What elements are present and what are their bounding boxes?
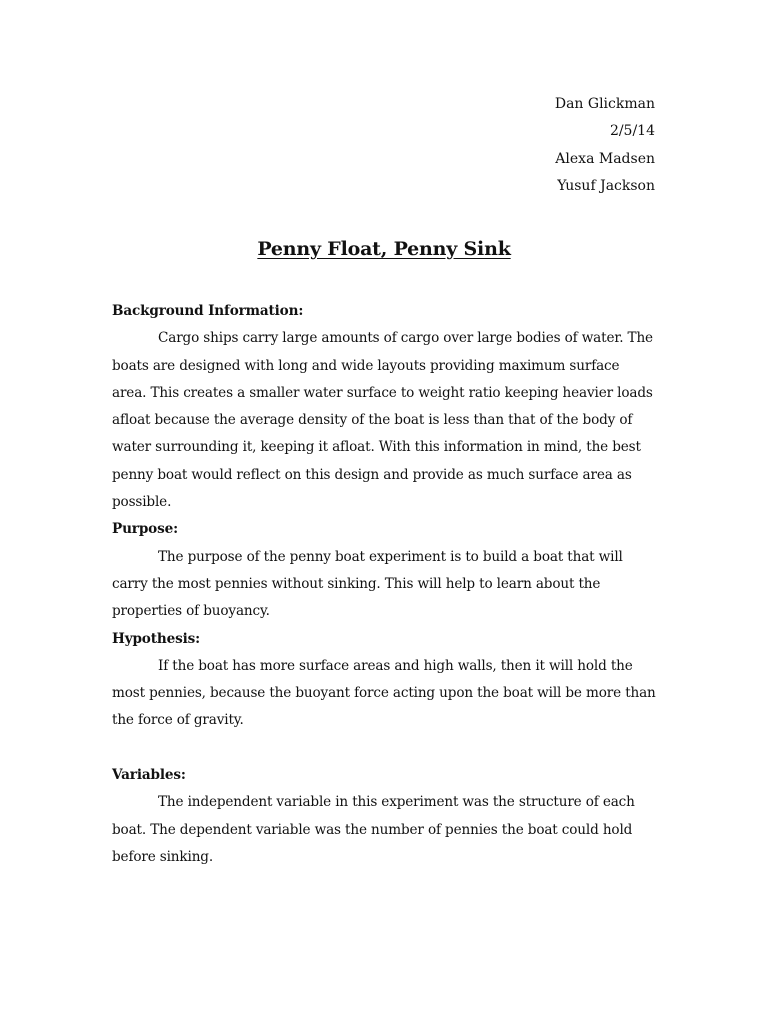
variables-paragraph: The independent variable in this experiment was the structure of each boat. The dependent variable was the number of pennies the boat could hold before sinking. <box>112 794 635 865</box>
document-title: Penny Float, Penny Sink <box>257 238 511 260</box>
hypothesis-paragraph: If the boat has more surface areas and high walls, then it will hold the most pennies, because the buoyant force acting upon the boat will be more than the force of gravity. <box>112 657 656 729</box>
purpose-heading: Purpose: <box>112 521 178 538</box>
author-name: Dan Glickman <box>554 96 655 112</box>
hypothesis-heading: Hypothesis: <box>112 630 200 647</box>
author-header <box>555 91 655 200</box>
variables-heading: Variables: <box>112 767 186 784</box>
purpose-paragraph: The purpose of the penny boat experiment is to build a boat that will carry the most pennies without sinking. This will help to learn about the properties of buoyancy. <box>112 548 623 620</box>
background-heading: Background Information: <box>112 303 304 319</box>
document-date: 2/5/14 <box>609 123 655 140</box>
partner-name-2: Yusuf Jackson <box>557 177 655 194</box>
partner-name-1: Alexa Madsen <box>555 150 655 167</box>
section-spacer <box>112 735 657 762</box>
document-body <box>112 298 657 871</box>
background-paragraph: Cargo ships carry large amounts of cargo over large bodies of water. The boats are designed with long and wide layouts providing maximum surface area. This creates a smaller water surface to weight ratio keeping heavier loads afloat because the average density of the boat is less than that of the body of water surrounding it, keeping it afloat. With this information in mind, the best penny boat would reflect on this design and provide as much surface area as possible. <box>112 330 653 511</box>
